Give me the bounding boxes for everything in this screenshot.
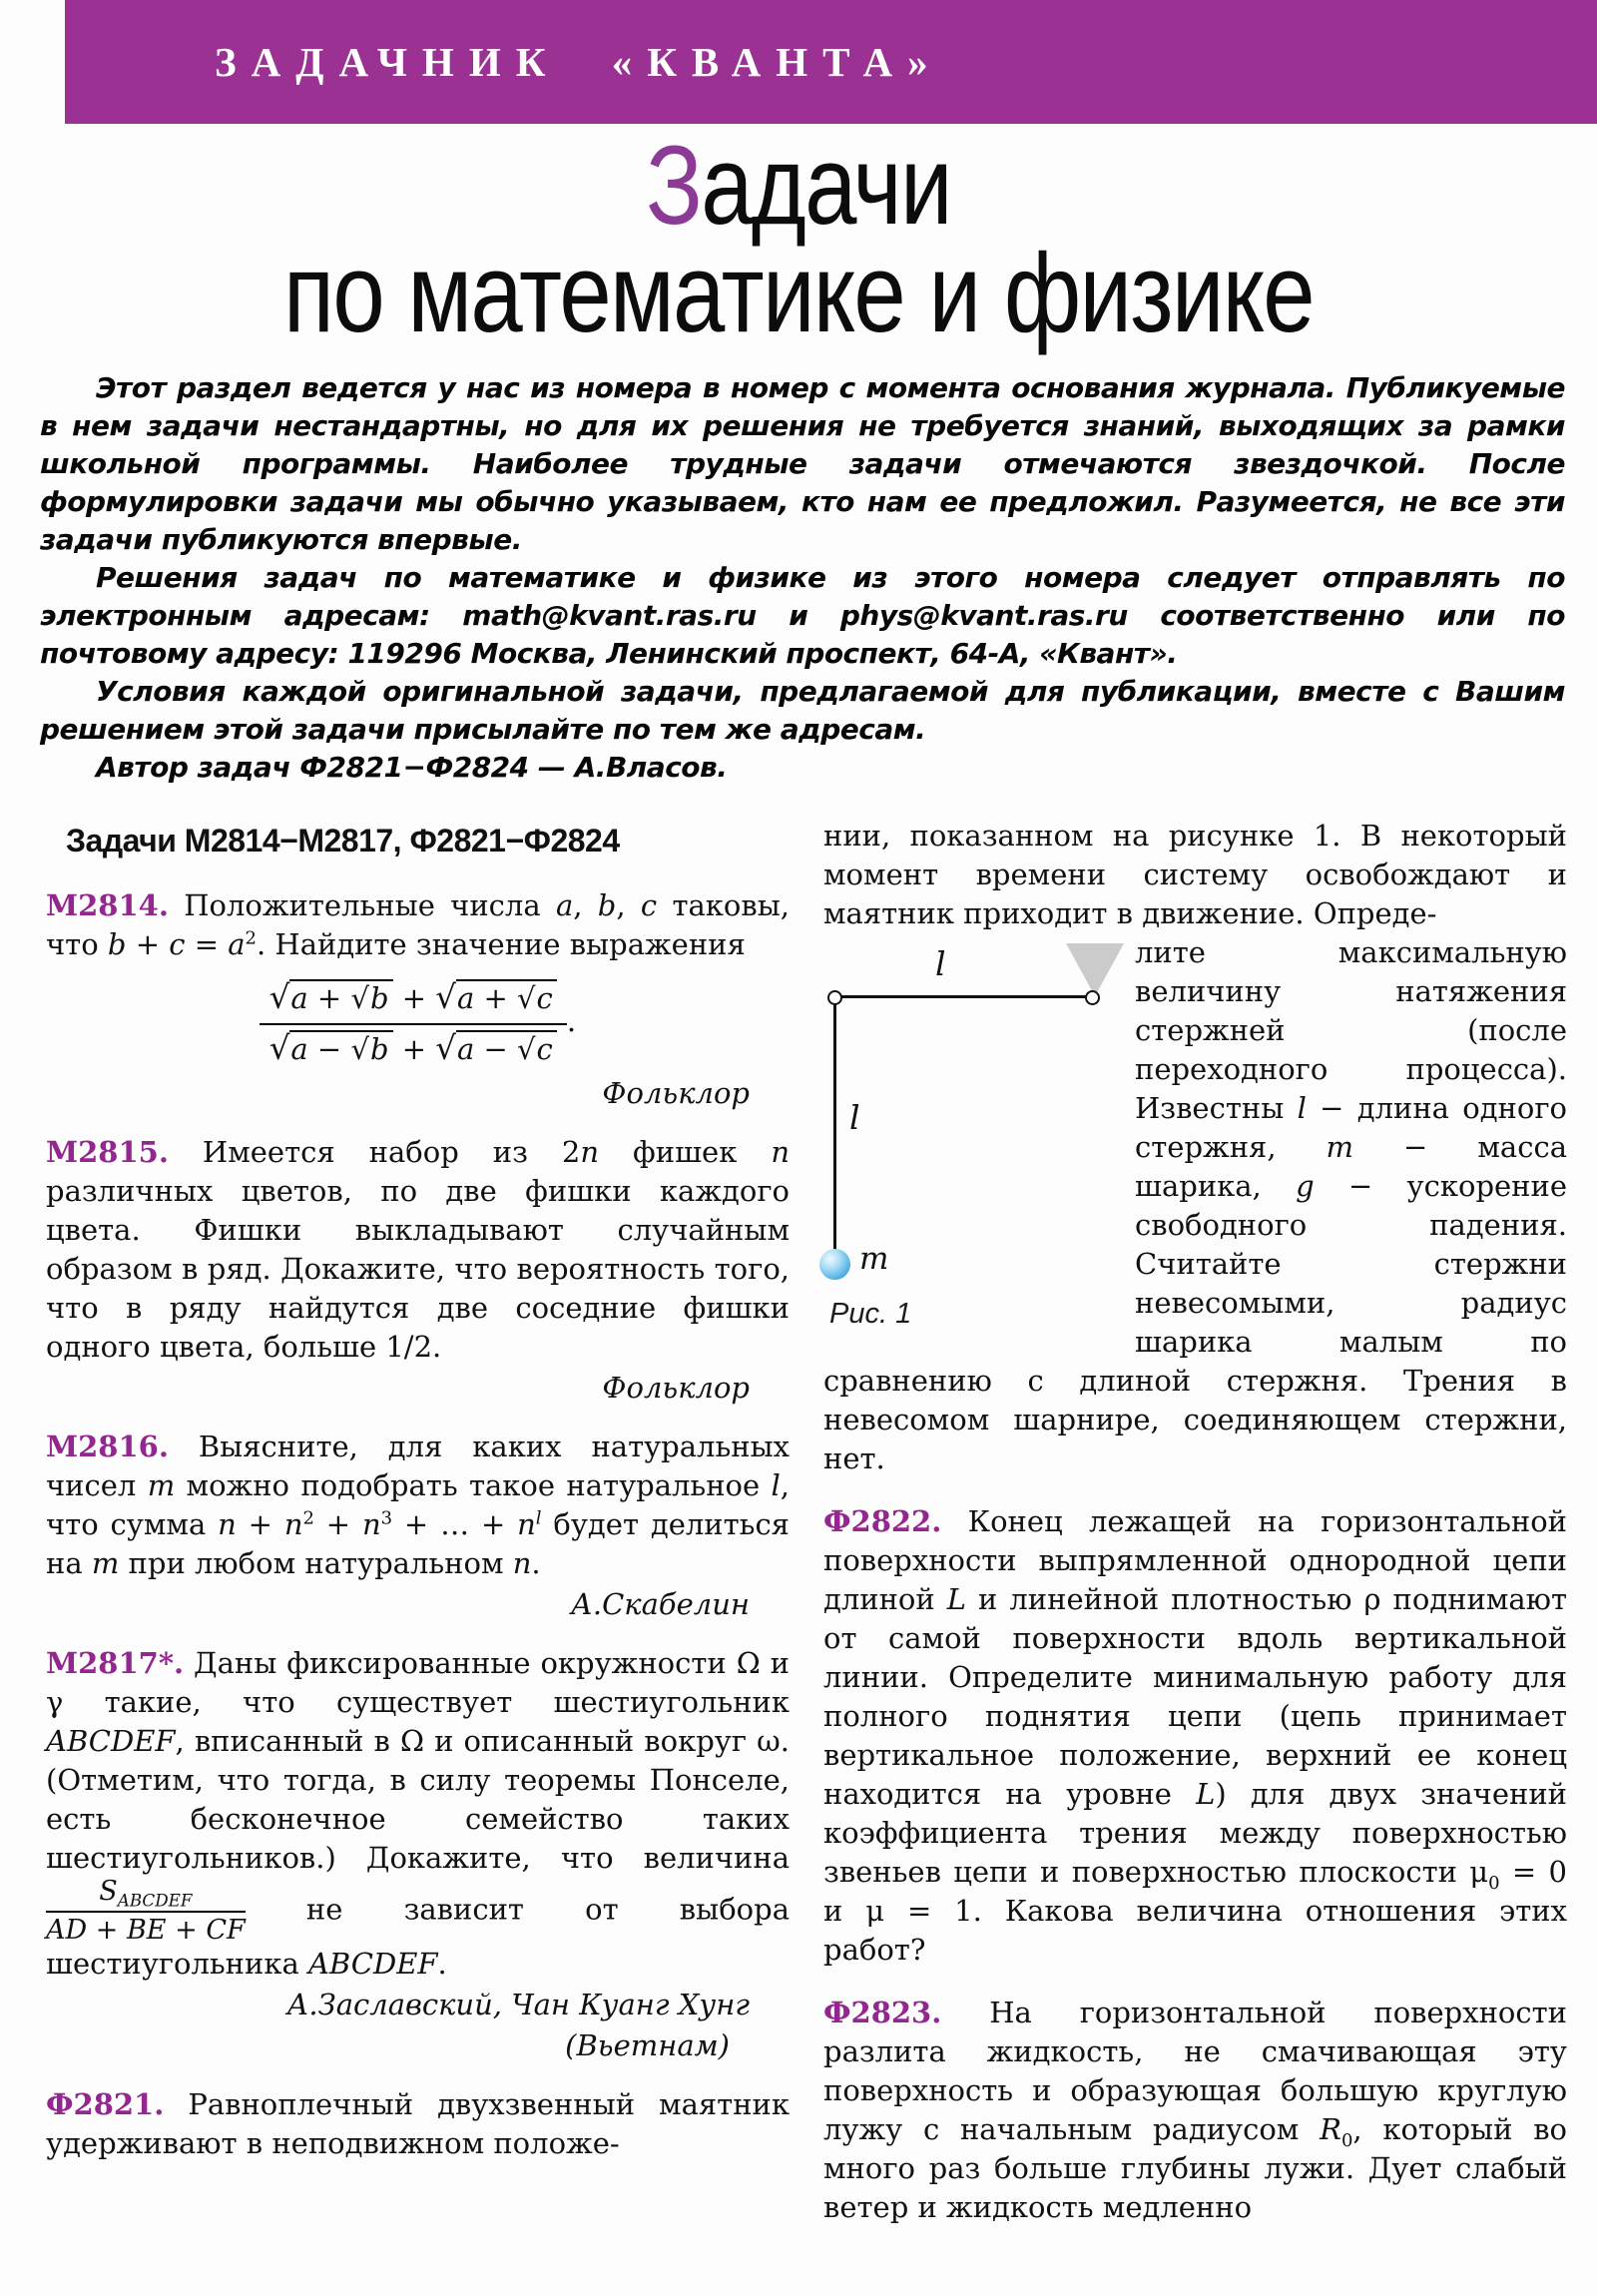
masthead-band-label: ЗАДАЧНИК «КВАНТА»	[215, 39, 943, 85]
problem-m2814-label: М2814.	[46, 888, 169, 922]
m2815-attribution: Фольклор	[602, 1371, 750, 1406]
problem-m2817: М2817*. Даны фиксированные окружности Ω и γ такие, что существует шестиугольник ABCDEF, вписанный в Ω и описанный вокруг ω. (Отметим, что тогда, в силу теоремы Понселе, есть бесконечное семейство таких шестиугольников.) Докажите, что величина $\frac{S_{ABCDEF}}{AD + BE + CF}$ не зависит от выбора шестиугольника ABCDEF. А.Заславский, Чан Куанг Хунг (Вьетнам)	[46, 1644, 790, 2065]
m2817-attribution-line2: (Вьетнам)	[565, 2028, 730, 2063]
intro-paragraph-4: Автор задач Ф2821−Ф2824 — А.Власов.	[96, 751, 728, 784]
m2814-attribution: Фольклор	[602, 1076, 750, 1111]
problem-f2822-label: Ф2822.	[823, 1504, 942, 1538]
rod-length-label-top: l	[935, 944, 946, 983]
figure-1-pendulum	[823, 943, 1111, 1343]
masthead-band	[65, 0, 1597, 124]
m2817-fraction: $\frac{S_{ABCDEF}}{AD + BE + CF}$	[46, 1876, 246, 1946]
mass-label: m	[859, 1241, 889, 1277]
problem-f2823-label: Ф2823.	[823, 1996, 942, 2029]
section-heading: Задачи М2814−М2817, Ф2821−Ф2824	[66, 823, 620, 859]
left-column	[46, 817, 790, 2247]
rod-length-label-side: l	[849, 1098, 860, 1137]
problem-m2816-label: М2816.	[46, 1430, 169, 1464]
problem-f2821-start: Ф2821. Равноплечный двухзвенный маятник удерживают в неподвижном положе-	[46, 2087, 790, 2161]
vertical-rod	[833, 997, 836, 1263]
figure-caption: Рис. 1	[829, 1298, 912, 1330]
f2821-continuation-top: нии, показанном на рисунке 1. В некоторый момент времени систему освобождают и маятник приходит в движение. Опреде-	[823, 819, 1567, 930]
problem-m2815: М2815. Имеется набор из 2n фишек n различных цветов, по две фишки каждого цвета. Фишки выкладывают случайным образом в ряд. Докажите, что вероятность того, что в ряду найдутся две соседние фишки одного цвета, больше 1/2. Фольклор	[46, 1133, 790, 1408]
problem-m2815-label: М2815.	[46, 1135, 169, 1170]
page-title-line1	[128, 123, 1469, 248]
intro-paragraph-1: Этот раздел ведется у нас из номера в номер с момента основания журнала. Публикуемые в нем задачи нестандартны, но для их решения не требуется знаний, выходящих за рамки школьной программы. Наиболее трудные задачи отмечаются звездочкой. После формулировки задачи мы обычно указываем, кто нам ее предложил. Разумеется, не все эти задачи публикуются впервые.	[40, 371, 1565, 556]
page-title-line2: по математике и физике	[283, 231, 1314, 355]
m2814-formula: $\frac{√a + √b + √a + √c}{√a - √b + √a - √c}$ .	[46, 978, 790, 1068]
problems-columns	[0, 787, 1597, 2247]
f2821-continuation-wrap: l l m Рис. 1 лите максимальную величину натяжения стержней (после переходного процесса). Известны l − длина одного стержня, m − масса шарика, g − ускорение свободного падения. Считайте стержни невесомыми, радиус шарика малым по сравнению с длиной стержня. Трения в невесомом шарнире, соединяющем стержни, нет.	[823, 933, 1567, 1478]
problem-m2814: М2814. Положительные числа a, b, c таковы, что $b + c = a^2$. Найдите значение выражения $\frac{√a + √b + √a + √c}{√a - √b + √a - √c}$ . Фольклор	[46, 886, 790, 1113]
problem-f2823: Ф2823. На горизонтальной поверхности разлита жидкость, не смачивающая эту поверхность и образующая большую круглую лужу с начальным радиусом $R_0$, который во много раз больше глубины лужи. Дует слабый ветер и жидкость медленно	[823, 1996, 1567, 2224]
intro-block	[40, 369, 1565, 787]
page-title-initial: З	[646, 123, 702, 248]
right-column	[823, 817, 1567, 2247]
horizontal-rod	[833, 995, 1096, 998]
mass-ball-icon	[819, 1249, 850, 1280]
problem-m2817-label: М2817*.	[46, 1646, 185, 1681]
m2816-attribution: А.Скабелин	[570, 1587, 750, 1622]
intro-paragraph-3: Условия каждой оригинальной задачи, предлагаемой для публикации, вместе с Вашим решением этой задачи присылайте по тем же адресам.	[40, 675, 1565, 746]
page-title	[128, 123, 1469, 355]
problem-f2821-label: Ф2821.	[46, 2087, 165, 2122]
problem-f2822: Ф2822. Конец лежащей на горизонтальной поверхности выпрямленной однородной цепи длиной L и линейной плотностью ρ поднимают от самой поверхности вдоль вертикальной линии. Определите минимальную работу для полного поднятия цепи (цепь принимает вертикальное положение, верхний ее конец находится на уровне L) для двух значений коэффициента трения между поверхностью звеньев цепи и поверхностью плоскости $\mu_0 = 0$ и μ = 1. Какова величина отношения этих работ?	[823, 1504, 1568, 1967]
m2817-attribution-line1: А.Заславский, Чан Куанг Хунг	[286, 1988, 750, 2022]
hinge-left-icon	[827, 990, 842, 1005]
problem-m2816: М2816. Выясните, для каких натуральных чисел m можно подобрать такое натуральное l, что сумма $n + n^2 + n^3$ + … + $n^l$ будет делиться на m при любом натуральном n. А.Скабелин	[46, 1428, 790, 1624]
intro-paragraph-2: Решения задач по математике и физике из этого номера следует отправлять по электронным адресам: math@kvant.ras.ru и phys@kvant.ras.ru соответственно или по почтовому адресу: 119296 Москва, Ленинский проспект, 64-А, «Квант».	[40, 561, 1565, 670]
support-triangle-icon	[1066, 943, 1124, 996]
page-title-line1-rest: адачи	[701, 123, 951, 248]
hinge-right-icon	[1085, 990, 1100, 1005]
